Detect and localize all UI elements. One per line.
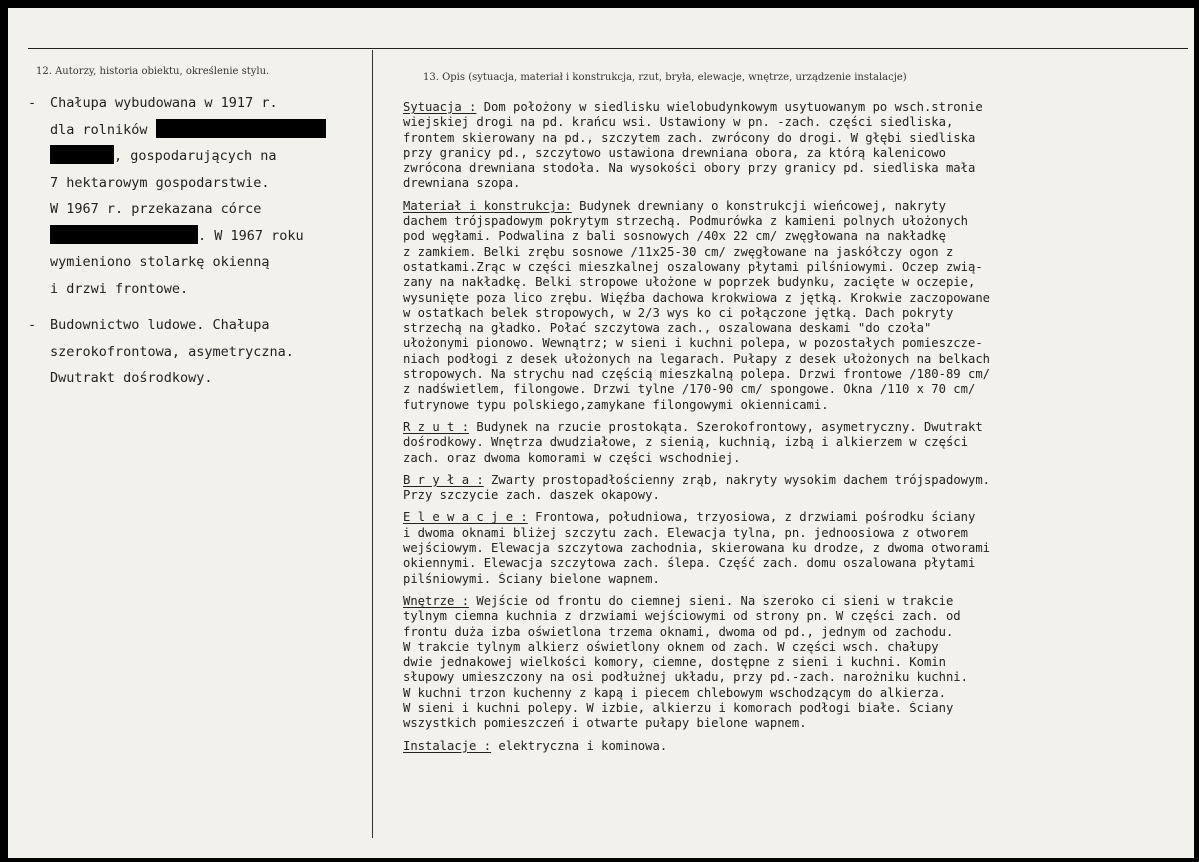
description-line: wysunięte poza lico zrębu. Więźba dachowa krokwiowa z jętką. Krokwie zaczopowane (403, 290, 990, 305)
description-line: zany na nakładkę. Belki stropowe ułożone w poprzek budynku, zacięte w oczepie, (403, 275, 976, 290)
description-line: drewniana szopa. (403, 176, 521, 191)
description-section (403, 739, 1183, 754)
section-label: Sytuacja : (403, 100, 477, 114)
description-line: wszystkich pomieszczeń i otwarte pułapy bielone wapnem. (403, 716, 807, 731)
description-line: pilśniowymi. Ściany bielone wapnem. (403, 571, 660, 586)
description-line: B r y ł a : Zwarty prostopadłościenny zrąb, nakryty wysokim dachem trójspadowym. (403, 472, 991, 487)
description-line: zach. oraz dwoma komorami w części wschodniej. (403, 450, 741, 465)
description-line: słupowy umieszczony na osi podłużnej układu, przy pd.-zach. narożniku kuchni. (403, 670, 968, 685)
description-line: dachem trójspadowym pokrytym strzechą. Podmurówka z kamieni polnych ułożonych (403, 214, 968, 229)
description-line: wejściowym. Elewacja szczytowa zachodnia, skierowana ku drodze, z dwoma otworami (403, 541, 990, 556)
section-label: B r y ł a : (403, 472, 484, 487)
description-section (403, 473, 1183, 504)
history-line: Budownictwo ludowe. Chałupa (50, 317, 270, 333)
redacted-name-block (50, 225, 198, 244)
column-divider (372, 50, 373, 838)
description-line: W kuchni trzon kuchenny z kapą i piecem chlebowym wschodzącym do alkierza. (403, 685, 946, 700)
redacted-name-block (50, 145, 114, 164)
history-entry (28, 90, 363, 302)
description-line: E l e w a c j e : Frontowa, południowa, trzyosiowa, z drzwiami pośrodku ściany (403, 510, 976, 525)
description-line: W sieni i kuchni polepy. W izbie, alkierzu i komorach podłogi białe. Ściany (403, 700, 954, 715)
description-line: futrynowe typu polskiego,zamykane filongowymi okiennicami. (403, 397, 829, 412)
description-section (403, 199, 1183, 413)
description-line: strzechą na gładko. Połać szczytowa zach., oszalowana deskami "do czoła" (403, 321, 932, 336)
description-line: okiennymi. Elewacja szczytowa zach. ślepa. Część zach. domu oszalowana płytami (403, 556, 976, 571)
description-line: przy granicy pd., szczytowo ustawiona drewniana obora, za którą kalenicowo (403, 145, 946, 160)
description-line: R z u t : Budynek na rzucie prostokąta. Szerokofrontowy, asymetryczny. Dwutrakt (403, 419, 983, 434)
description-line: wiejskiej drogi na pd. krańcu wsi. Ustawiony w pn. -zach. części siedliska, (403, 115, 954, 130)
history-line: i drzwi frontowe. (50, 280, 189, 297)
description-section (403, 100, 1183, 192)
history-line: W 1967 r. przekazana córce (50, 201, 262, 217)
description-section (403, 420, 1183, 466)
description-line: stropowych. Na strychu nad częścią mieszkalną polepa. Drzwi frontowe /180-89 cm/ (403, 367, 990, 382)
left-column-header: 12. Autorzy, historia obiektu, określenie stylu. (36, 66, 270, 77)
history-line: . W 1967 roku (50, 223, 363, 250)
document-sheet (8, 8, 1194, 858)
section-label: Wnętrze : (403, 593, 470, 608)
section-label: R z u t : (403, 419, 470, 434)
description-line: Instalacje : elektryczna i kominowa. (403, 738, 668, 753)
description-line: tylnym ciemna kuchnia z drzwiami wejściowymi od strony pn. W części zach. od (403, 609, 961, 624)
description-line: dwie jednakowej wielkości komory, ciemne, dostępne z sieni i kuchni. Komin (403, 655, 946, 670)
history-line: 7 hektarowym gospodarstwie. (50, 174, 270, 191)
description-line: z nadświetlem, filongowe. Drzwi tylne /170-90 cm/ spongowe. Okna /110 x 70 cm/ (403, 382, 976, 397)
description-column (403, 100, 1183, 761)
description-section (403, 594, 1183, 732)
description-line: frontem skierowany na pd., szczytem zach. zwrócony do drogi. W głębi siedliska (403, 130, 976, 145)
history-entry (28, 312, 363, 392)
section-label: E l e w a c j e : (403, 510, 528, 525)
description-line: w ostatkach belek stropowych, w 2/3 wys ko ci połączone jętką. Dach pokryty (403, 305, 954, 320)
history-line: wymieniono stolarkę okienną (50, 254, 270, 270)
history-column (28, 90, 363, 402)
right-column-header: 13. Opis (sytuacja, materiał i konstrukcja, rzut, bryła, elewacje, wnętrze, urządzenie instalacje) (423, 72, 907, 83)
description-line: Sytuacja : Dom położony w siedlisku wielobudynkowym usytuowanym po wsch.stronie (403, 100, 983, 114)
description-line: z zamkiem. Belki zrębu sosnowe /11x25-30 cm/ zwęgłowane na jaskółczy ogon z (403, 244, 954, 259)
description-line: i dwoma oknami bliżej szczytu zach. Elewacja tylna, pn. jednoosiowa z otworem (403, 525, 968, 540)
description-line: pod węgłami. Podwalina z bali sosnowych /40x 22 cm/ zwęgłowana na nakładkę (403, 229, 946, 244)
history-line: Dwutrakt dośrodkowy. (50, 370, 213, 386)
top-rule (28, 48, 1188, 49)
description-line: Materiał i konstrukcja: Budynek drewniany o konstrukcji wieńcowej, nakryty (403, 198, 946, 213)
section-label: Materiał i konstrukcja: (403, 198, 572, 213)
description-line: dośrodkowy. Wnętrza dwudziałowe, z sienią, kuchnią, izbą i alkierzem w części (403, 435, 968, 450)
bullet-dash: - (28, 95, 37, 111)
description-line: W trakcie tylnym alkierz oświetlony oknem od zach. W części wsch. chałupy (403, 639, 939, 654)
description-line: frontu duża izba oświetlona trzema oknami, dwoma od pd., jednym od zachodu. (403, 624, 954, 639)
description-line: ostatkami.Zrąc w części mieszkalnej oszalowany płytami pilśniowymi. Oczep zwią- (403, 259, 983, 274)
redacted-name-block (156, 119, 326, 138)
history-line: dla rolników (50, 117, 363, 144)
description-line: Wnętrze : Wejście od frontu do ciemnej sieni. Na szeroko ci sieni w trakcie (403, 593, 954, 608)
description-line: ułożonymi pionowo. Wewnątrz; w sieni i kuchni polepa, w pozostałych pomieszcze- (403, 336, 983, 351)
description-line: zwrócona drewniana stodoła. Na wysokości obory przy granicy pd. siedliska mała (403, 161, 976, 176)
description-section (403, 510, 1183, 586)
section-label: Instalacje : (403, 738, 492, 753)
description-line: Przy szczycie zach. daszek okapowy. (403, 488, 660, 503)
history-line: szerokofrontowa, asymetryczna. (50, 343, 294, 360)
history-line: Chałupa wybudowana w 1917 r. (50, 95, 278, 111)
description-line: niach podłogi z desek ułożonych na legarach. Pułapy z desek ułożonych na belkach (403, 351, 990, 366)
history-line: , gospodarujących na (50, 143, 363, 170)
bullet-dash: - (28, 317, 37, 333)
